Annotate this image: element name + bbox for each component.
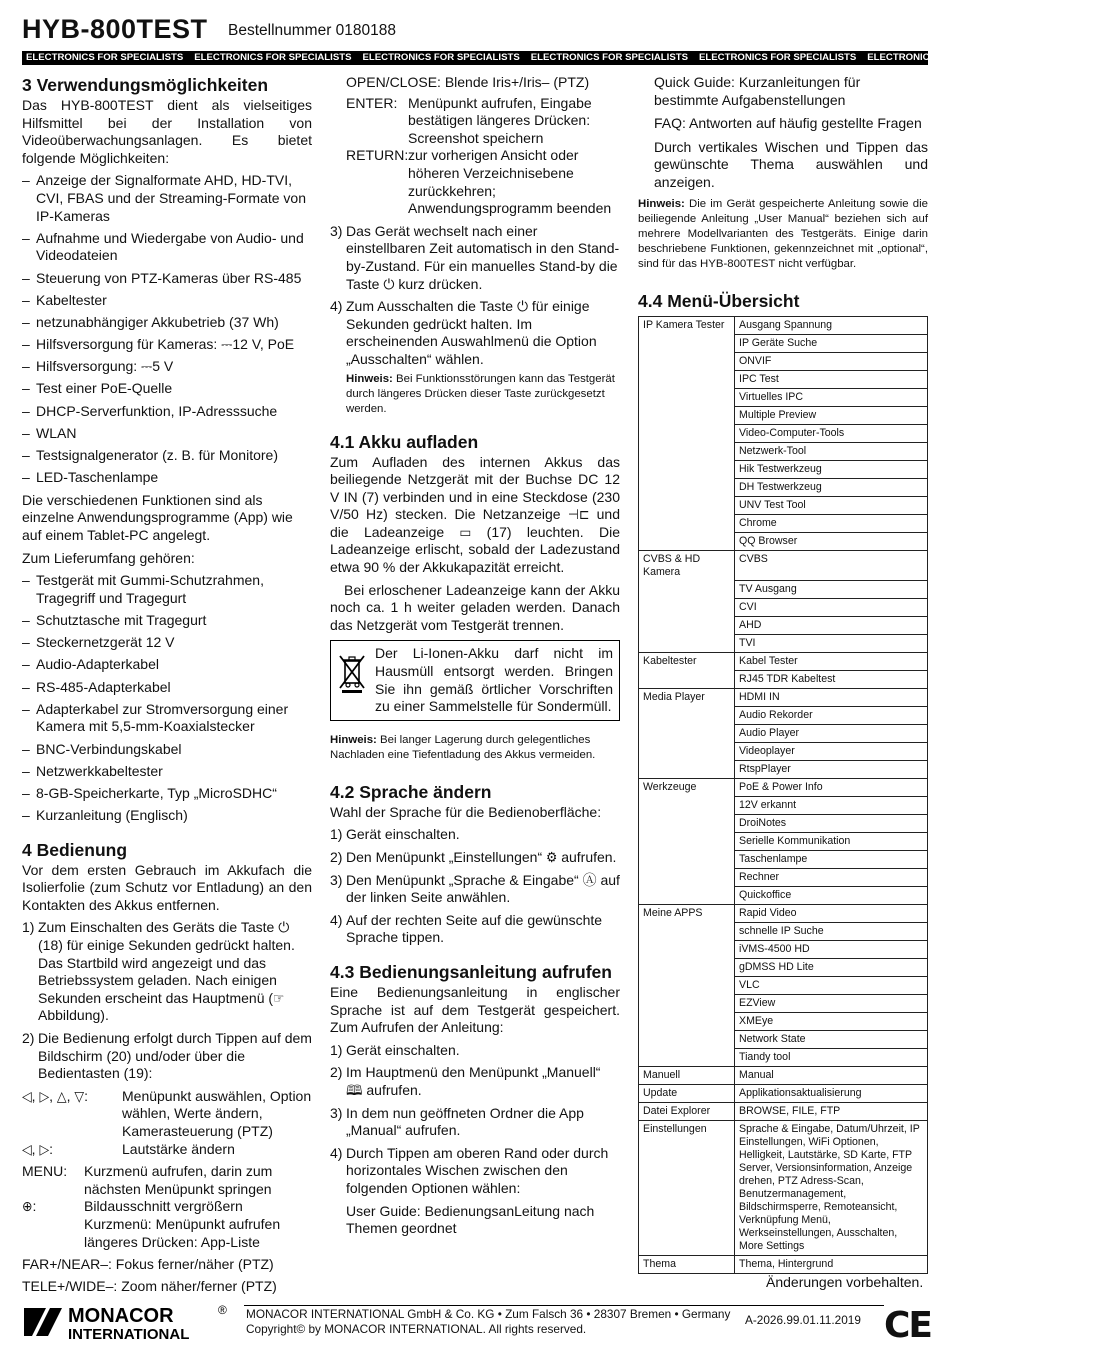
hint-text: Die im Gerät gespeicherte Anleitung sowie die beiliegende Anleitung „User Manual“ beziehen sich auf mehrere Modellvarianten des Testgeräts. Einige darin beschriebene Funktionen, gekennzeichnet mit „optional“, sind für das HYB-800TEST nicht verfügbar.: [638, 197, 928, 270]
column-3: [638, 74, 928, 1274]
column-2: [330, 74, 620, 1238]
table-row: [639, 617, 928, 635]
table-row: [639, 815, 928, 833]
hint-label: Hinweis:: [638, 197, 685, 210]
menu-category: [639, 725, 735, 743]
key-list: [22, 1163, 312, 1251]
list-item: 4) Zum Ausschalten die Taste ⏻ für einige Sekunden gedrückt halten. Im erscheinenden Auswahlmenü die Option „Ausschalten“ wählen. Hinweis: Bei Funktionsstörungen kann das Testgerät durch längeres Drücken dieser Taste zurückgesetzt werden.: [330, 298, 620, 416]
section-4-title: 4 Bedienung: [22, 839, 128, 860]
section-43-title: 4.3 Bedienungsanleitung aufrufen: [330, 961, 612, 982]
table-row: [639, 869, 928, 887]
option-desc: Antworten auf häufig gestellte Fragen: [689, 115, 922, 132]
strip-label: ELECTRONICS FOR SPECIALISTS: [867, 52, 1025, 63]
table-row: [639, 959, 928, 977]
menu-category: [639, 370, 735, 388]
key-name: MENU:: [22, 1163, 68, 1180]
menu-item: iVMS-4500 HD: [735, 941, 928, 959]
menu-item: gDMSS HD Lite: [735, 959, 928, 977]
table-row: [639, 388, 928, 406]
footer-divider: [244, 1305, 884, 1306]
table-row: [639, 977, 928, 995]
key-row: [22, 1256, 312, 1274]
menu-item: ONVIF: [735, 352, 928, 370]
step-text: Gerät einschalten.: [346, 826, 460, 843]
menu-item: Thema, Hintergrund: [735, 1256, 928, 1274]
list-item: – Testgerät mit Gummi-Schutzrahmen, Tragegriff und Tragegurt: [22, 572, 312, 607]
table-row: [639, 671, 928, 689]
document-code: A-2026.99.01.11.2019: [745, 1313, 861, 1327]
menu-item: Rechner: [735, 869, 928, 887]
step-text: Den Menüpunkt „Einstellungen“ ⚙ aufrufen.: [346, 849, 617, 865]
table-row: [639, 995, 928, 1013]
menu-item: Rapid Video: [735, 905, 928, 923]
menu-category: [639, 514, 735, 532]
menu-item: TVI: [735, 635, 928, 653]
step-text: Auf der rechten Seite auf die gewünschte Sprache tippen.: [346, 911, 603, 946]
menu-category: [639, 635, 735, 653]
menu-item: Sprache & Eingabe, Datum/Uhrzeit, IP Einstellungen, WiFi Optionen, Helligkeit, Lautstärke, SD Karte, FTP Server, Versionsinformation, Anzeige drehen, PTZ Adress-Scan, Benutzermanagement, Bildschirmsperre, Remoteansicht, Verknüpfung Menü, Werkseinstellungen, Ausschalten, More Settings: [735, 1121, 928, 1256]
table-row: [639, 1256, 928, 1274]
charging-text-2: Bei erloschener Ladeanzeige kann der Akku noch ca. 1 h weiter geladen werden. Danach das Netzgerät vom Testgerät trennen.: [330, 581, 620, 633]
list-item: – Steuerung von PTZ-Kameras über RS-485: [22, 270, 312, 288]
menu-category: Kabeltester: [639, 653, 735, 671]
hint-text: Bei Funktionsstörungen kann das Testgerät durch längeres Drücken dieser Taste zurückgesetzt werden.: [346, 372, 615, 415]
menu-item: Taschenlampe: [735, 851, 928, 869]
list-item: – WLAN: [22, 425, 312, 443]
table-row: [639, 1085, 928, 1103]
menu-category: Meine APPS: [639, 905, 735, 923]
list-item: – LED-Taschenlampe: [22, 469, 312, 487]
key-name: OPEN/CLOSE:: [346, 74, 441, 90]
step-text: Die Bedienung erfolgt durch Tippen auf dem Bildschirm (20) und/oder über die Bedientasten (19):: [38, 1030, 312, 1082]
step-text: Im Hauptmenü den Menüpunkt „Manuell“ 🕮 aufrufen.: [346, 1064, 601, 1098]
table-row: [639, 496, 928, 514]
hint-label: Hinweis:: [330, 733, 377, 746]
language-steps: [330, 826, 620, 947]
menu-item: IP Geräte Suche: [735, 334, 928, 352]
list-item: 4) Durch Tippen am oberen Rand oder durch horizontales Wischen zwischen den folgenden Optionen wählen:: [330, 1144, 609, 1196]
key-name: RETURN:: [346, 147, 409, 164]
step-text: Durch Tippen am oberen Rand oder durch horizontales Wischen zwischen den folgenden Optionen wählen:: [346, 1144, 609, 1196]
swipe-text: Durch vertikales Wischen und Tippen das gewünschte Thema auswählen und anzeigen.: [654, 138, 928, 190]
menu-category: Thema: [639, 1256, 735, 1274]
key-desc: Kurzmenü aufrufen, darin zum nächsten Menüpunkt springen: [84, 1163, 273, 1197]
list-item: 3) Den Menüpunkt „Sprache & Eingabe“ Ⓐ auf der linken Seite anwählen.: [330, 871, 620, 906]
table-row: [639, 460, 928, 478]
table-row: [639, 478, 928, 496]
product-title: HYB-800TEST: [22, 14, 208, 44]
list-item: – DHCP-Serverfunktion, IP-Adresssuche: [22, 403, 312, 421]
list-item: – 8-GB-Speicherkarte, Typ „MicroSDHC“: [22, 785, 312, 803]
option-row: [638, 74, 928, 109]
operation-steps: [22, 919, 312, 1082]
table-row: [639, 833, 928, 851]
key-name: ENTER:: [346, 94, 398, 111]
menu-category: [639, 478, 735, 496]
menu-item: QQ Browser: [735, 532, 928, 550]
disposal-box: [330, 640, 620, 720]
menu-category: [639, 815, 735, 833]
key-row: [330, 74, 620, 92]
disposal-text: Der Li-Ionen-Akku darf nicht im Hausmüll entsorgt werden. Bringen Sie ihn gemäß örtlicher Vorschriften zu einer Sammelstelle für Sondermüll.: [375, 645, 613, 715]
key-name: ◁, ▷, △, ▽:: [22, 1087, 88, 1104]
step-text: Zum Einschalten des Geräts die Taste ⏻ (18) für einige Sekunden gedrückt halten. Das Startbild wird angezeigt und das Betriebssystem geladen. Nach einigen Sekunden erscheint das Hauptmenü (☞ Abbildung).: [38, 919, 295, 1024]
strip-label: ELECTRONICS FOR SPECIALISTS: [530, 52, 688, 63]
table-row: [639, 352, 928, 370]
option-desc: BedienungsanLeitung nach Themen geordnet: [346, 1202, 595, 1237]
operation-steps: [330, 223, 620, 417]
menu-category: [639, 671, 735, 689]
logo-bottom-text: INTERNATIONAL: [68, 1326, 190, 1343]
menu-category: [639, 743, 735, 761]
menu-item: Tiandy tool: [735, 1049, 928, 1067]
strip-label: ELECTRONICS FOR SPECIALISTS: [362, 52, 520, 63]
table-row: [639, 406, 928, 424]
menu-category: [639, 617, 735, 635]
step-text: Gerät einschalten.: [346, 1041, 460, 1058]
table-row: [639, 514, 928, 532]
menu-item: Chrome: [735, 514, 928, 532]
menu-category: [639, 1013, 735, 1031]
key-name: TELE+/WIDE–:: [22, 1277, 118, 1294]
key-desc: Lautstärke ändern: [122, 1140, 235, 1157]
menu-item: Applikationsaktualisierung: [735, 1085, 928, 1103]
menu-item: Netzwerk-Tool: [735, 442, 928, 460]
table-row: [639, 316, 928, 334]
key-row: [22, 1278, 312, 1296]
table-row: [639, 334, 928, 352]
menu-category: [639, 424, 735, 442]
list-item: – Kabeltester: [22, 292, 312, 310]
menu-category: [639, 887, 735, 905]
step-text: Den Menüpunkt „Sprache & Eingabe“ Ⓐ auf der linken Seite anwählen.: [346, 871, 620, 906]
order-number: Bestellnummer 0180188: [228, 22, 397, 39]
key-name: FAR+/NEAR–:: [22, 1256, 112, 1273]
table-row: [639, 851, 928, 869]
list-item: 1) Gerät einschalten.: [330, 1041, 460, 1058]
menu-item: EZView: [735, 995, 928, 1013]
ce-mark: CE: [884, 1305, 932, 1346]
table-row: [639, 370, 928, 388]
menu-overview-table: [638, 316, 928, 1275]
address-line: MONACOR INTERNATIONAL GmbH & Co. KG • Zum Falsch 36 • 28307 Bremen • Germany: [246, 1307, 731, 1321]
menu-item: Videoplayer: [735, 743, 928, 761]
option-row: [638, 115, 928, 133]
list-item: – Netzwerkkabeltester: [22, 763, 312, 781]
menu-item: PoE & Power Info: [735, 779, 928, 797]
table-row: [639, 923, 928, 941]
section-41-title: 4.1 Akku aufladen: [330, 431, 479, 452]
brand-strip: [22, 51, 1105, 65]
step-text: Das Gerät wechselt nach einer einstellbaren Zeit automatisch in den Stand-by-Zustand. Für ein manuelles Stand-by die Taste ⏻ kurz drücken.: [346, 222, 620, 292]
menu-category: Manuell: [639, 1067, 735, 1085]
menu-category: [639, 761, 735, 779]
option-name: Quick Guide:: [654, 74, 735, 90]
hint-label: Hinweis:: [346, 372, 393, 385]
list-item: – Testsignalgenerator (z. B. für Monitore): [22, 447, 312, 465]
table-row: [639, 1049, 928, 1067]
menu-category: [639, 995, 735, 1013]
table-row: [639, 761, 928, 779]
table-row: [639, 1121, 928, 1256]
menu-item: Serielle Kommunikation: [735, 833, 928, 851]
menu-category: [639, 442, 735, 460]
menu-item: CVI: [735, 599, 928, 617]
menu-category: [639, 352, 735, 370]
key-desc: Bildausschnitt vergrößern Kurzmenü: Menüpunkt aufrufen längeres Drücken: App-Liste: [84, 1198, 281, 1250]
menu-item: schnelle IP Suche: [735, 923, 928, 941]
menu-item: IPC Test: [735, 370, 928, 388]
menu-item: AHD: [735, 617, 928, 635]
menu-category: [639, 869, 735, 887]
menu-item: Virtuelles IPC: [735, 388, 928, 406]
menu-item: Audio Player: [735, 725, 928, 743]
scope-list: [22, 572, 312, 824]
list-item: 2) Im Hauptmenü den Menüpunkt „Manuell“ 🕮 aufrufen.: [330, 1064, 601, 1098]
menu-category: [639, 1031, 735, 1049]
list-item: 2) Die Bedienung erfolgt durch Tippen auf dem Bildschirm (20) und/oder über die Bedientasten (19):: [22, 1030, 312, 1082]
crossed-bin-icon: [337, 653, 367, 693]
strip-label: ELECTRONICS FOR SPECIALISTS: [194, 52, 352, 63]
key-desc: Menüpunkt aufrufen, Eingabe bestätigen längeres Drücken: Screenshot speichern: [408, 94, 592, 146]
key-desc: zur vorherigen Ansicht oder höheren Verzeichnisebene zurückkehren; Anwendungsprogramm beenden: [408, 147, 612, 217]
menu-category: Media Player: [639, 689, 735, 707]
menu-category: [639, 581, 735, 599]
feature-list: [22, 172, 312, 486]
menu-category: [639, 460, 735, 478]
list-item: – RS-485-Adapterkabel: [22, 679, 312, 697]
table-row: [639, 635, 928, 653]
key-list: [330, 95, 620, 218]
hint-text: Bei langer Lagerung durch gelegentliches Nachladen eine Tiefentladung des Akkus vermeiden.: [330, 733, 596, 761]
table-row: [639, 941, 928, 959]
menu-item: Hik Testwerkzeug: [735, 460, 928, 478]
table-row: [639, 532, 928, 550]
step-text: In dem nun geöffneten Ordner die App „Manual“ aufrufen.: [346, 1104, 584, 1139]
strip-label: ELECTRONICS FOR SPECIALISTS: [699, 52, 857, 63]
menu-category: [639, 388, 735, 406]
menu-category: Einstellungen: [639, 1121, 735, 1256]
section-3-intro: Das HYB-800TEST dient als vielseitiges Hilfsmittel bei der Installation von Videoüberwachungsanlagen. Es bietet folgende Möglichkeiten:: [22, 97, 312, 166]
menu-category: Werkzeuge: [639, 779, 735, 797]
list-item: 3) Das Gerät wechselt nach einer einstellbaren Zeit automatisch in den Stand-by-Zustand. Für ein manuelles Stand-by die Taste ⏻ kurz drücken.: [330, 222, 620, 292]
table-row: [639, 797, 928, 815]
language-intro: Wahl der Sprache für die Bedienoberfläche:: [330, 803, 602, 820]
footer-address: [246, 1307, 730, 1336]
menu-item: CVBS: [735, 550, 928, 581]
menu-item: BROWSE, FILE, FTP: [735, 1103, 928, 1121]
table-row: [639, 1013, 928, 1031]
logo-reg-mark: ®: [218, 1303, 227, 1317]
option-desc: Kurzanleitungen für bestimmte Aufgabenstellungen: [654, 74, 861, 108]
changes-note: Änderungen vorbehalten.: [766, 1274, 924, 1290]
menu-item: HDMI IN: [735, 689, 928, 707]
list-item: 3) In dem nun geöffneten Ordner die App „Manual“ aufrufen.: [330, 1104, 584, 1139]
list-item: – Steckernetzgerät 12 V: [22, 634, 312, 652]
key-list: [22, 1088, 312, 1158]
option-name: FAQ:: [654, 115, 686, 132]
list-item: 1) Zum Einschalten des Geräts die Taste ⏻ (18) für einige Sekunden gedrückt halten. Das Startbild wird angezeigt und das Betriebssystem geladen. Nach einigen Sekunden erscheint das Hauptmenü (☞ Abbildung).: [22, 919, 295, 1024]
list-item: – Aufnahme und Wiedergabe von Audio- und Videodateien: [22, 230, 312, 265]
menu-category: [639, 851, 735, 869]
menu-item: DH Testwerkzeug: [735, 478, 928, 496]
table-row: [639, 905, 928, 923]
section-3-title: 3 Verwendungsmöglichkeiten: [22, 75, 269, 95]
manual-intro: Eine Bedienungsanleitung in englischer Sprache ist auf dem Testgerät gespeichert. Zum Aufrufen der Anleitung:: [330, 983, 620, 1036]
list-item: 1) Gerät einschalten.: [330, 826, 460, 843]
menu-category: CVBS & HD Kamera: [639, 550, 735, 581]
menu-item: RJ45 TDR Kabeltest: [735, 671, 928, 689]
menu-category: [639, 334, 735, 352]
menu-item: DroiNotes: [735, 815, 928, 833]
menu-category: [639, 406, 735, 424]
list-item: – Hilfsversorgung: ⎓5 V: [22, 358, 312, 376]
menu-item: VLC: [735, 977, 928, 995]
option-name: User Guide:: [346, 1202, 421, 1219]
menu-item: RtspPlayer: [735, 761, 928, 779]
table-row: [639, 1067, 928, 1085]
menu-category: Datei Explorer: [639, 1103, 735, 1121]
monacor-logo: [22, 1302, 240, 1342]
key-desc: Fokus ferner/näher (PTZ): [115, 1256, 274, 1273]
menu-category: [639, 532, 735, 550]
list-item: – Test einer PoE-Quelle: [22, 380, 312, 398]
table-row: [639, 725, 928, 743]
menu-category: [639, 707, 735, 725]
section-44-title: 4.4 Menü-Übersicht: [638, 290, 800, 311]
menu-category: [639, 797, 735, 815]
table-row: [639, 424, 928, 442]
list-item: – Adapterkabel zur Stromversorgung einer Kamera mit 5,5-mm-Koaxialstecker: [22, 701, 312, 736]
menu-category: IP Kamera Tester: [639, 316, 735, 334]
list-item: – BNC-Verbindungskabel: [22, 741, 312, 759]
menu-category: [639, 941, 735, 959]
list-item: – Audio-Adapterkabel: [22, 656, 312, 674]
menu-category: [639, 496, 735, 514]
list-item: – Anzeige der Signalformate AHD, HD-TVI, CVI, FBAS und der Streaming-Formate von IP-Kameras: [22, 172, 312, 225]
key-desc: Zoom näher/ferner (PTZ): [121, 1277, 277, 1294]
section-42-title: 4.2 Sprache ändern: [330, 781, 492, 802]
table-row: [639, 887, 928, 905]
menu-category: Update: [639, 1085, 735, 1103]
table-row: [639, 653, 928, 671]
key-desc: Blende Iris+/Iris– (PTZ): [444, 74, 590, 90]
table-row: [639, 581, 928, 599]
list-item: – Hilfsversorgung für Kameras: ⎓12 V, PoE: [22, 336, 312, 354]
strip-tail: ELECTRONICS: [1035, 52, 1105, 63]
menu-item: Quickoffice: [735, 887, 928, 905]
menu-category: [639, 1049, 735, 1067]
strip-label: ELECTRONICS FOR SPECIALISTS: [26, 52, 184, 63]
hint: [330, 733, 620, 763]
scope-title: Zum Lieferumfang gehören:: [22, 549, 195, 566]
menu-category: [639, 977, 735, 995]
menu-category: [639, 923, 735, 941]
logo-top-text: MONACOR: [68, 1305, 174, 1327]
menu-category: [639, 959, 735, 977]
menu-item: Multiple Preview: [735, 406, 928, 424]
step-text: Zum Ausschalten die Taste ⏻ für einige Sekunden gedrückt halten. Im erscheinenden Auswahlmenü die Option „Ausschalten“ wählen.: [346, 298, 597, 367]
list-item: – netzunabhängiger Akkubetrieb (37 Wh): [22, 314, 312, 332]
menu-category: [639, 833, 735, 851]
menu-item: Manual: [735, 1067, 928, 1085]
copyright-line: Copyright© by MONACOR INTERNATIONAL. All rights reserved.: [246, 1321, 587, 1336]
menu-item: 12V erkannt: [735, 797, 928, 815]
list-item: – Kurzanleitung (Englisch): [22, 807, 312, 825]
apps-text: Die verschiedenen Funktionen sind als einzelne Anwendungsprogramme (App) wie auf einem Tablet-PC angelegt.: [22, 491, 293, 543]
table-row: [639, 689, 928, 707]
charging-text: Zum Aufladen des internen Akkus das beiliegende Netzgerät mit der Buchse DC 12 V IN (7) verbinden und in eine Steckdose (230 V/50 Hz) stecken. Die Netzanzeige ⊣⊏ und die Ladeanzeige ▭ (17) leuchten. Die Ladeanzeige erlischt, sobald der Ladezustand etwa 90 % der Akkukapazität erreicht.: [330, 453, 620, 576]
menu-category: [639, 599, 735, 617]
menu-item: Ausgang Spannung: [735, 316, 928, 334]
hint: [346, 372, 620, 417]
table-row: [639, 599, 928, 617]
section-4-intro: Vor dem ersten Gebrauch im Akkufach die Isolierfolie (zum Schutz vor Entladung) an den Kontakten des Akkus entfernen.: [22, 861, 312, 913]
table-row: [639, 707, 928, 725]
table-row: [639, 442, 928, 460]
key-name: ⊕:: [22, 1198, 37, 1215]
list-item: – Schutztasche mit Tragegurt: [22, 612, 312, 630]
menu-item: XMEye: [735, 1013, 928, 1031]
table-row: [639, 550, 928, 581]
menu-item: Kabel Tester: [735, 653, 928, 671]
key-name: ◁, ▷:: [22, 1140, 54, 1157]
option-row: [330, 1203, 620, 1238]
menu-item: Network State: [735, 1031, 928, 1049]
menu-item: UNV Test Tool: [735, 496, 928, 514]
column-1: [22, 74, 312, 1295]
hint: [638, 197, 928, 272]
manual-steps: [330, 1042, 620, 1198]
list-item: 4) Auf der rechten Seite auf die gewünschte Sprache tippen.: [330, 911, 603, 946]
list-item: 2) Den Menüpunkt „Einstellungen“ ⚙ aufrufen.: [330, 849, 617, 865]
table-row: [639, 1031, 928, 1049]
key-desc: Menüpunkt auswählen, Option wählen, Werte ändern, Kamerasteuerung (PTZ): [122, 1087, 312, 1139]
menu-item: Video-Computer-Tools: [735, 424, 928, 442]
menu-item: TV Ausgang: [735, 581, 928, 599]
table-row: [639, 743, 928, 761]
table-row: [639, 1103, 928, 1121]
table-row: [639, 779, 928, 797]
menu-item: Audio Rekorder: [735, 707, 928, 725]
